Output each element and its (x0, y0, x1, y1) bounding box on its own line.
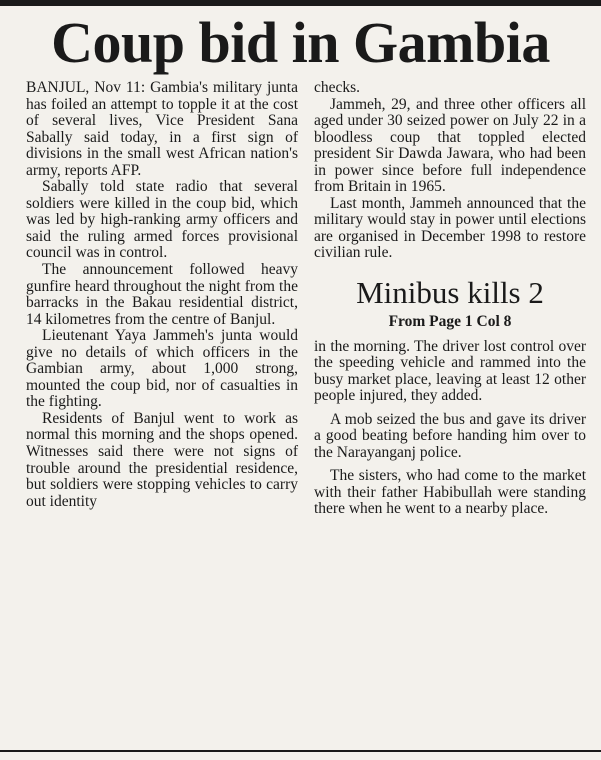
article-paragraph: BANJUL, Nov 11: Gambia's military junta has foiled an attempt to topple it at the cost of several lives, Vice President Sana Sabally said today, in a first sign of divisions in the small west African nation's army, reports AFP. (26, 79, 298, 179)
second-story-headline: Minibus kills 2 (356, 275, 544, 311)
top-rule (0, 0, 601, 6)
jump-line: From Page 1 Col 8 (388, 313, 512, 331)
article-paragraph: Jammeh, 29, and three other officers all aged under 30 seized power on July 22 in a bloodless coup that toppled elected president Sir Dawda Jawara, who had been in power since before full independence from Britain in 1965. (314, 95, 586, 196)
story-paragraph: in the morning. The driver lost control over the speeding vehicle and rammed into the busy market place, leaving at least 12 other people injured, they added. (314, 337, 586, 405)
main-headline: Coup bid in Gambia (51, 10, 550, 75)
story-paragraph: A mob seized the bus and gave its driver a good beating before handing him over to the Narayanganj police. (314, 410, 586, 461)
article-paragraph: Last month, Jammeh announced that the military would stay in power until elections are organised in December 1998 to restore civilian rule. (314, 194, 586, 262)
right-column (314, 80, 586, 518)
left-column (26, 80, 298, 510)
bottom-rule (0, 750, 601, 760)
article-paragraph: The announcement followed heavy gunfire heard throughout the night from the barracks in the Bakau residential district, 14 kilometres from the centre of Banjul. (26, 261, 298, 328)
article-paragraph: Residents of Banjul went to work as normal this morning and the shops opened. Witnesses said there were not signs of trouble around the presidential residence, but soldiers were stopping vehicles to carry out identity (26, 409, 298, 510)
article-paragraph: Sabally told state radio that several soldiers were killed in the coup bid, which was led by high-ranking army officers and said the ruling armed forces provisional council was in control. (26, 178, 298, 262)
article-paragraph: Lieutenant Yaya Jammeh's junta would give no details of which officers in the Gambian army, about 1,000 strong, mounted the coup bid, nor of casualties in the fighting. (26, 327, 298, 411)
article-paragraph: checks. (314, 79, 361, 96)
story-paragraph: The sisters, who had come to the market with their father Habibullah were standing there when he went to a nearby place. (314, 467, 586, 518)
